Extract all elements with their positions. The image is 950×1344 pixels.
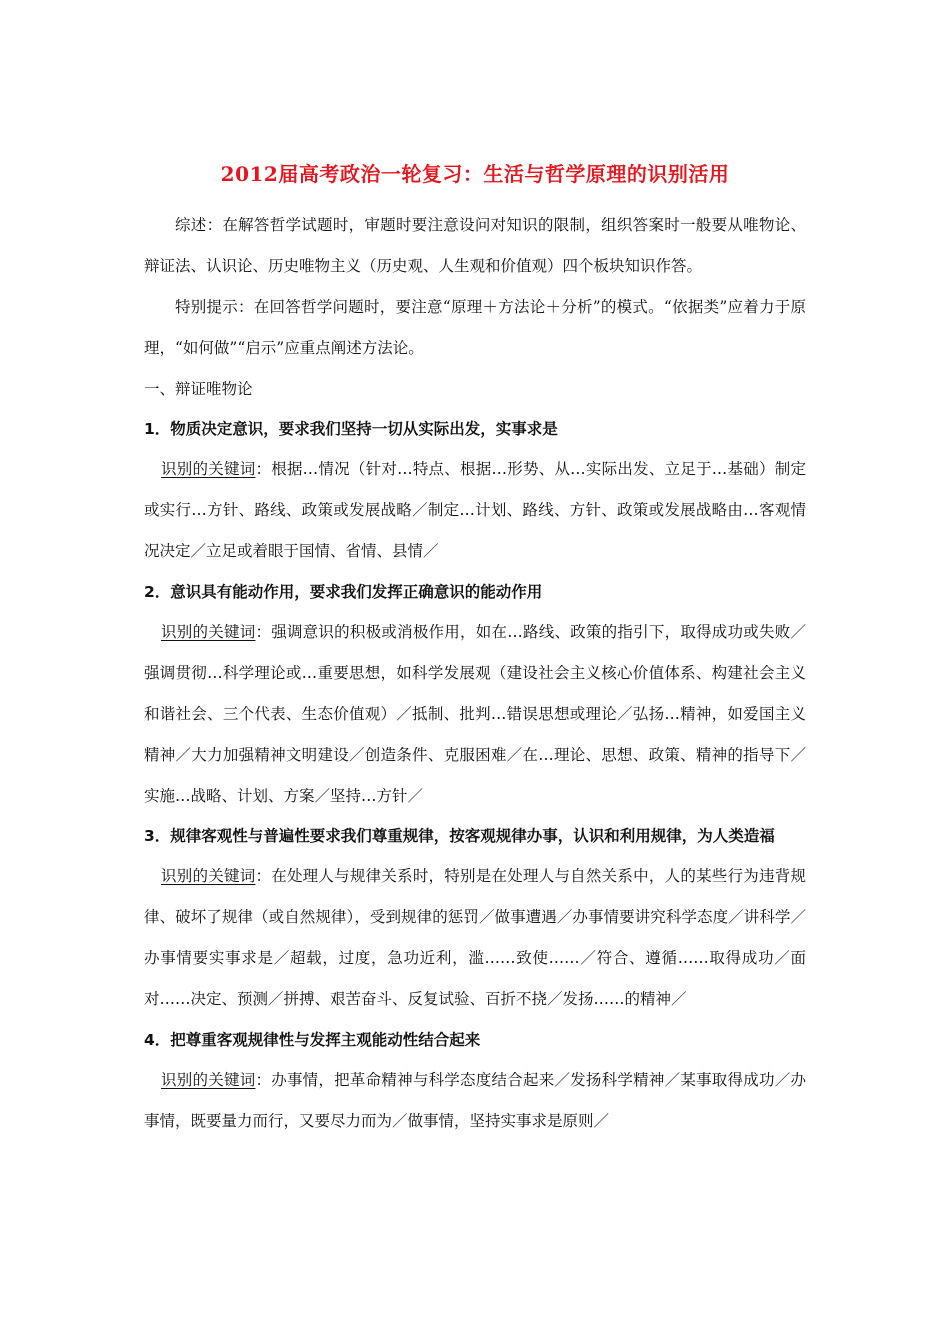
keyword-label: 识别的关键词 bbox=[161, 623, 256, 641]
tip-paragraph: 特别提示：在回答哲学问题时，要注意“原理＋方法论＋分析”的模式。“依据类”应着力于原理，“如何做”“启示”应重点阐述方法论。 bbox=[144, 298, 806, 357]
item-heading-4: 4．把尊重客观规律性与发挥主观能动性结合起来 bbox=[144, 1031, 481, 1049]
keywords-paragraph-4 bbox=[144, 1060, 806, 1142]
keyword-label: 识别的关键词 bbox=[161, 867, 256, 885]
keywords-paragraph-2 bbox=[144, 612, 806, 817]
section-heading-dialectical-materialism: 一、辩证唯物论 bbox=[144, 380, 253, 398]
item-heading-2: 2．意识具有能动作用，要求我们发挥正确意识的能动作用 bbox=[144, 583, 543, 601]
keywords-text: ：办事情，把革命精神与科学态度结合起来／发扬科学精神／某事取得成功／办事情，既要量力而行，又要尽力而为／做事情，坚持实事求是原则／ bbox=[144, 1071, 806, 1130]
item-heading-3: 3．规律客观性与普遍性要求我们尊重规律，按客观规律办事，认识和利用规律，为人类造福 bbox=[144, 827, 775, 845]
document-title: 2012届高考政治一轮复习：生活与哲学原理的识别活用 bbox=[220, 162, 730, 186]
keywords-text: ：根据…情况（针对…特点、根据…形势、从…实际出发、立足于…基础）制定或实行…方针、路线、政策或发展战略／制定…计划、路线、方针、政策或发展战略由…客观情况决定／立足或着眼于国情、省情、县情／ bbox=[144, 460, 806, 560]
keywords-text: ：在处理人与规律关系时，特别是在处理人与自然关系中，人的某些行为违背规律、破坏了规律（或自然规律），受到规律的惩罚／做事遭遇／办事情要讲究科学态度／讲科学／办事情要实事求是／超载，过度，急功近利，滥……致使……／符合、遵循……取得成功／面对……决定、预测／拼搏、艰苦奋斗、反复试验、百折不挠／发扬……的精神／ bbox=[144, 867, 806, 1008]
keyword-label: 识别的关键词 bbox=[161, 460, 256, 478]
item-heading-1: 1．物质决定意识，要求我们坚持一切从实际出发，实事求是 bbox=[144, 420, 558, 438]
keywords-paragraph-3 bbox=[144, 856, 806, 1020]
keyword-label: 识别的关键词 bbox=[161, 1071, 256, 1089]
keywords-text: ：强调意识的积极或消极作用，如在…路线、政策的指引下，取得成功或失败／强调贯彻…科学理论或…重要思想，如科学发展观（建设社会主义核心价值体系、构建社会主义和谐社会、三个代表、生态价值观）／抵制、批判…错误思想或理论／弘扬…精神，如爱国主义精神／大力加强精神文明建设／创造条件、克服困难／在…理论、思想、政策、精神的指导下／实施…战略、计划、方案／坚持…方针／ bbox=[144, 623, 806, 805]
summary-paragraph: 综述：在解答哲学试题时，审题时要注意设问对知识的限制，组织答案时一般要从唯物论、辩证法、认识论、历史唯物主义（历史观、人生观和价值观）四个板块知识作答。 bbox=[144, 216, 806, 275]
keywords-paragraph-1 bbox=[144, 449, 806, 572]
